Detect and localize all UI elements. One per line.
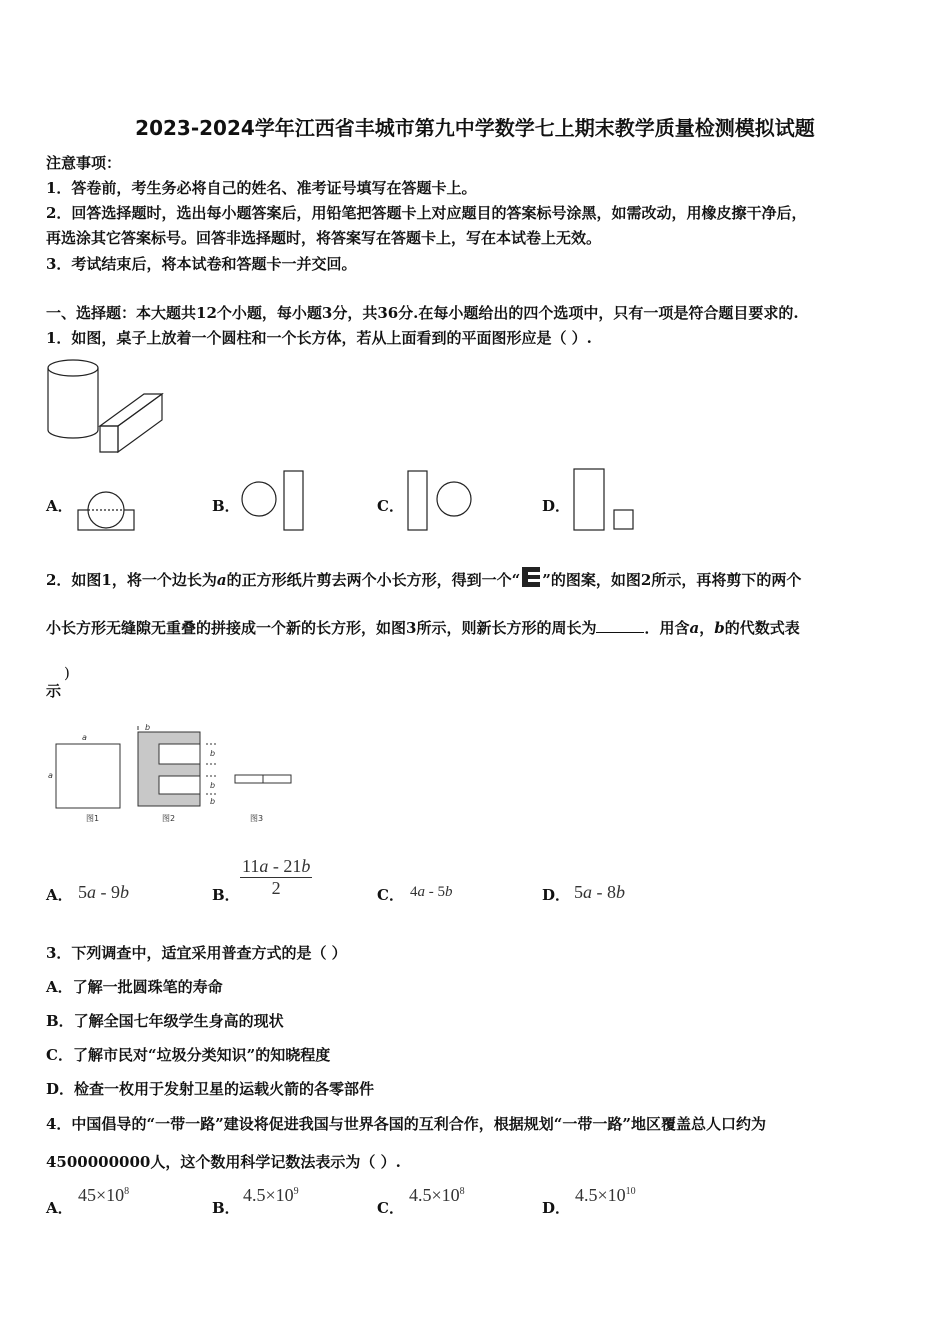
q4-option-a[interactable]: $45\times 10^8$ [78,1185,130,1205]
q2-figures [46,723,296,825]
q4-option-b-label[interactable]: B． [212,1199,240,1217]
q4-option-d-label[interactable]: D． [542,1199,571,1217]
q3-option-b[interactable]: B．了解全国七年级学生身高的现状 [46,1012,284,1030]
q2-text: 的正方形纸片剪去两个小长方形，得到一个“ [226,571,521,589]
svg-text:a: a [82,733,87,742]
q4-option-c[interactable]: $4.5\times 10^8$ [409,1185,465,1205]
q2-option-a-label[interactable]: A． [46,886,73,904]
q4-option-b[interactable]: $4.5\times 10^9$ [243,1185,299,1205]
q2-var-a: a [216,571,227,589]
figure-caption: 图2 [162,814,176,823]
q2-text: ， [699,619,715,637]
q2-text: ”的图案，如图2所示，再将剪下的两个 [542,571,802,589]
q2-text: 小长方形无缝隙无重叠的拼接成一个新的长方形，如图3所示，则新长方形的周长为 [46,619,597,637]
notice-item: 2．回答选择题时，选出每小题答案后，用铅笔把答题卡上对应题目的答案标号涂黑，如需改动，用橡皮擦干净后， [46,204,807,222]
q2-option-d[interactable]: 5a - 8b [574,882,625,902]
q1-option-a-figure[interactable] [76,492,136,532]
q2-paren: ) [64,664,70,682]
svg-text:b: b [210,781,216,790]
q2-option-c-label[interactable]: C． [377,886,404,904]
q1-option-d-figure[interactable] [572,468,638,532]
q3-option-a[interactable]: A．了解一批圆珠笔的寿命 [46,978,223,996]
q1-stem: 1．如图，桌子上放着一个圆柱和一个长方体，若从上面看到的平面图形应是（ ）. [46,329,592,347]
q1-option-b-figure[interactable] [240,470,308,532]
q2-text: ．用含 [644,619,690,637]
q1-option-a-label[interactable]: A． [46,497,73,515]
e-shape-icon [520,567,542,587]
answer-blank[interactable] [596,618,644,633]
page-title: 2023-2024学年江西省丰城市第九中学数学七上期末教学质量检测模拟试题 [135,116,815,140]
q2-var-b: b [714,619,725,637]
svg-text:a: a [48,771,53,780]
svg-text:b: b [145,723,151,732]
q2-option-c[interactable]: 4a - 5b [410,884,453,900]
q2-text: 2．如图1，将一个边长为 [46,571,217,589]
q1-option-c-figure[interactable] [406,470,476,532]
q2-text: 示 [46,682,62,700]
section-heading: 一、选择题：本大题共12个小题，每小题3分，共36分.在每小题给出的四个选项中，只有一项是符合题目要求的. [46,304,799,322]
notice-item: 1．答卷前，考生务必将自己的姓名、准考证号填写在答题卡上。 [46,179,477,197]
q3-option-d[interactable]: D．检查一枚用于发射卫星的运载火箭的各零部件 [46,1080,375,1098]
svg-text:b: b [210,797,216,806]
notice-heading: 注意事项： [46,154,122,172]
svg-text:b: b [210,749,216,758]
q2-option-d-label[interactable]: D． [542,886,571,904]
q4-option-d[interactable]: $4.5\times 10^{10}$ [575,1185,636,1205]
figure-caption: 图3 [250,814,264,823]
q1-option-b-label[interactable]: B． [212,497,240,515]
notice-item: 再选涂其它答案标号。回答非选择题时，将答案写在答题卡上，写在本试卷上无效。 [46,229,602,247]
figure-caption: 图1 [86,814,100,823]
q1-option-d-label[interactable]: D． [542,497,571,515]
notice-item: 3．考试结束后，将本试卷和答题卡一并交回。 [46,255,357,273]
q4-stem: 4．中国倡导的“一带一路”建设将促进我国与世界各国的互利合作，根据规划“一带一路”地区覆盖总人口约为 [46,1115,766,1133]
q3-stem: 3．下列调查中，适宜采用普查方式的是（ ） [46,944,347,962]
q2-text: 的代数式表 [724,619,800,637]
q4-option-c-label[interactable]: C． [377,1199,404,1217]
q2-option-b-label[interactable]: B． [212,886,240,904]
q3-option-c[interactable]: C．了解市民对“垃圾分类知识”的知晓程度 [46,1046,331,1064]
q2-option-b[interactable]: $\frac{11a - 21b}{2}$ [242,856,311,898]
q1-figure [44,356,174,458]
q4-stem: 4500000000人，这个数用科学记数法表示为（ ）. [46,1153,401,1171]
q2-var-a: a [689,619,700,637]
q1-option-c-label[interactable]: C． [377,497,404,515]
q4-option-a-label[interactable]: A． [46,1199,73,1217]
q2-option-a[interactable]: 5a - 9b [78,882,129,902]
